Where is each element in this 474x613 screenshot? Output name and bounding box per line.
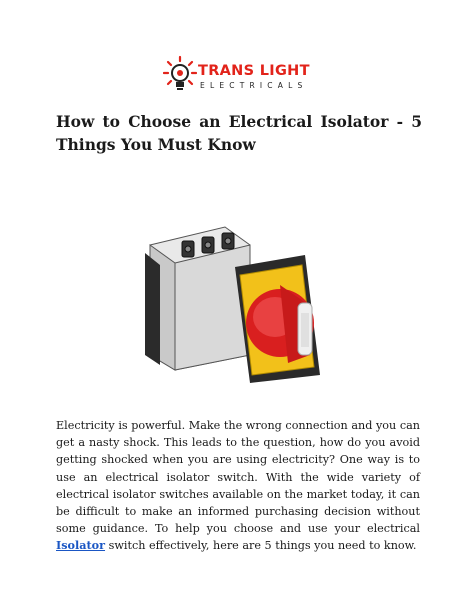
isolator-link[interactable]: Isolator [56,538,106,553]
article-title: How to Choose an Electrical Isolator - 5 Things You Must Know [56,112,422,154]
intro-text-before-link: Electricity is powerful. Make the wrong connection and you can get a nasty shock. This leads to the question, how do you avoid getting shocked when you are using electricity? One way is to use an electrical isolator switch. With the wide variety of electrical isolator switches available on the market today, it can be difficult to make an informed purchasing decision without some guidance. To help you choose and use your electrical [56,419,420,536]
isolator-switch-image [130,205,350,389]
bulb-with-rays-icon [163,55,197,97]
brand-tagline: ELECTRICALS [200,81,308,90]
brand-name: TRANS LIGHT [198,63,310,79]
article-intro [56,417,420,555]
intro-text-after-link: switch effectively, here are 5 things you need to know. [105,539,417,553]
brand-logo [163,55,313,97]
